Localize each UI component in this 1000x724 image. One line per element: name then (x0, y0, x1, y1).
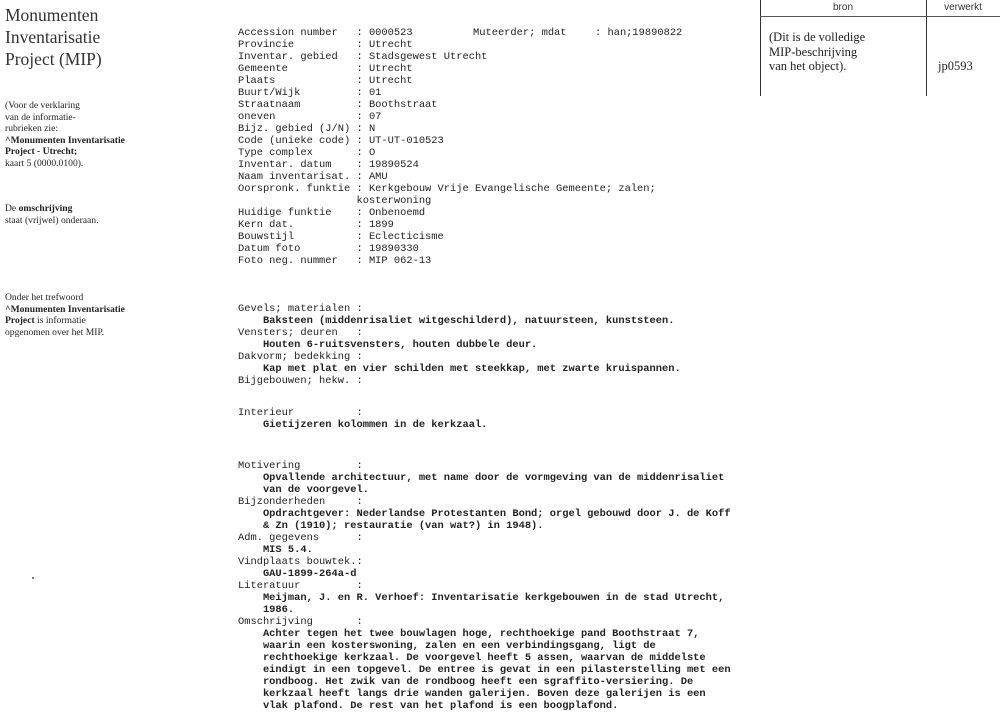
field-value: MIP 062-13 (368, 255, 432, 267)
bron-cell (769, 30, 865, 74)
field-row (238, 183, 758, 195)
field-label: Inventar. datum (238, 159, 332, 171)
section-heading: Vindplaats bouwtek.: (238, 556, 363, 568)
field-row (238, 219, 758, 231)
section-text-line: Kap met plat en vier schilden met steekkap, met zwarte kruispannen. (262, 363, 681, 375)
field-row (238, 231, 758, 243)
field-value: kosterwoning (356, 195, 432, 207)
verwerkt-cell: jp0593 (938, 59, 973, 73)
field-value: Eclecticisme (368, 231, 444, 243)
note-line: van de informatie- (5, 111, 76, 123)
record-section (238, 616, 758, 712)
section-text-line: van de voorgevel. (262, 484, 369, 496)
record-section (238, 532, 758, 556)
field-row (238, 147, 758, 159)
keyword-note (5, 292, 225, 338)
field-label: Oorspronk. funktie (238, 183, 351, 195)
field-separator: : (356, 27, 369, 39)
field-value: N (368, 123, 376, 135)
document-title (5, 4, 225, 70)
field-value: Onbenoemd (368, 207, 426, 219)
note-line: kaart 5 (0000.0100). (5, 157, 84, 169)
field-label: oneven (238, 111, 276, 123)
field-separator: : (356, 147, 369, 159)
note-text: omschrijving (18, 203, 73, 214)
field-separator: : (356, 51, 369, 63)
field-separator: : (356, 207, 369, 219)
section-text-line: 1986. (262, 604, 295, 616)
section-heading: Dakvorm; bedekking : (238, 351, 363, 363)
field-label: Plaats (238, 75, 276, 87)
field-row (238, 159, 758, 171)
section-heading: Gevels; materialen : (238, 303, 363, 315)
field-row (238, 87, 758, 99)
field-value: O (368, 147, 376, 159)
note-text: De (5, 203, 19, 214)
note-line: ^Monumenten Inventarisatie (5, 134, 125, 146)
section-heading: Bijzonderheden : (238, 496, 363, 508)
field-value: 1899 (368, 219, 394, 231)
field-separator: : (356, 231, 369, 243)
field-separator: : (356, 243, 369, 255)
note-text: is informatie (34, 315, 86, 327)
section-text-line: rondboog. Het zwik van de rondboog heeft een sgraffito-versiering. De (262, 676, 694, 688)
field-separator: : (356, 123, 369, 135)
note-line: Onder het trefwoord (5, 292, 84, 303)
field-label: Accession number (238, 27, 338, 39)
field-value: Kerkgebouw Vrije Evangelische Gemeente; zalen; (368, 183, 656, 195)
field-row (238, 171, 758, 183)
table-header-rule (760, 16, 1000, 17)
field-value: 07 (368, 111, 382, 123)
explanation-note (5, 100, 225, 170)
field-row (238, 99, 758, 111)
bron-line: van het object). (769, 59, 847, 73)
section-heading: Bijgebouwen; hekw. : (238, 375, 363, 387)
section-heading: Interieur : (238, 407, 363, 419)
field-label: Straatnaam (238, 99, 301, 111)
record-section (238, 580, 758, 616)
field-separator: : (356, 159, 369, 171)
field-separator: : (356, 63, 369, 75)
record-section (238, 375, 758, 387)
field-row (238, 111, 758, 123)
field-separator: : (356, 135, 369, 147)
field-separator: : (356, 219, 369, 231)
left-column (5, 4, 225, 338)
field-row (238, 255, 758, 267)
field-separator: : (356, 171, 369, 183)
record-section (238, 460, 758, 496)
field-row (238, 27, 758, 39)
section-text-line: Opdrachtgever: Nederlandse Protestanten Bond; orgel gebouwd door J. de Koff (262, 508, 731, 520)
field-value: 0000523 (368, 27, 413, 39)
section-text-line: kerkzaal heeft langs drie wanden galerijen. Boven deze galerijen is een (262, 688, 706, 700)
bron-line: MIP-beschrijving (769, 44, 858, 59)
field-value: 19890330 (368, 243, 419, 255)
mutator-value: : han;19890822 (595, 27, 683, 39)
field-label: Naam inventarisat. (238, 171, 351, 183)
note-line: opgenomen over het MIP. (5, 326, 105, 338)
field-row (238, 135, 758, 147)
mip-record (238, 3, 758, 724)
field-label: Datum foto (238, 243, 301, 255)
field-value: 01 (368, 87, 382, 99)
field-row (238, 75, 758, 87)
field-label: Bijz. gebied (J/N) (238, 123, 351, 135)
section-text-line: MIS 5.4. (262, 544, 313, 556)
field-label: Foto neg. nummer (238, 255, 338, 267)
record-section (238, 407, 758, 431)
header-bron: bron (832, 2, 853, 13)
table-divider (760, 0, 761, 96)
title-line: Monumenten (5, 5, 99, 25)
field-label: Huidige funktie (238, 207, 332, 219)
section-text-line: Achter tegen het twee bouwlagen hoge, rechthoekige pand Boothstraat 7, (262, 628, 700, 640)
field-label: Bouwstijl (238, 231, 295, 243)
field-row (238, 195, 758, 207)
field-row (238, 123, 758, 135)
section-heading: Omschrijving : (238, 616, 363, 628)
section-heading: Motivering : (238, 460, 363, 472)
record-section (238, 496, 758, 532)
section-heading: Adm. gegevens : (238, 532, 363, 544)
field-value: Boothstraat (368, 99, 438, 111)
description-location-note (5, 203, 225, 226)
field-separator: : (356, 255, 369, 267)
note-line: ^Monumenten Inventarisatie (5, 303, 125, 315)
field-separator: : (356, 183, 369, 195)
bron-line: (Dit is de volledige (769, 30, 866, 44)
field-label: Provincie (238, 39, 295, 51)
section-text-line: waarin een kosterswoning, zalen en een verbindingsgang, ligt de (262, 640, 656, 652)
field-label: Kern dat. (238, 219, 295, 231)
field-separator: : (356, 75, 369, 87)
scan-speck (32, 577, 34, 579)
field-separator: : (356, 99, 369, 111)
note-text: Project (5, 315, 35, 327)
field-separator: : (356, 39, 369, 51)
field-row (238, 39, 758, 51)
section-heading: Literatuur : (238, 580, 363, 592)
field-value: AMU (368, 171, 388, 183)
note-line: staat (vrijwel) onderaan. (5, 214, 99, 226)
record-sections (238, 303, 758, 712)
source-table (760, 0, 1000, 96)
record-section (238, 556, 758, 580)
note-line: (Voor de verklaring (5, 100, 80, 111)
section-text-line: Baksteen (middenrisaliet witgeschilderd), natuursteen, kunststeen. (262, 315, 675, 327)
field-label: Type complex (238, 147, 313, 159)
field-row (238, 51, 758, 63)
note-line: rubrieken zie: (5, 123, 59, 135)
field-row (238, 207, 758, 219)
record-section (238, 327, 758, 351)
field-value: Utrecht (368, 39, 413, 51)
field-label: Gemeente (238, 63, 288, 75)
field-value: 19890524 (368, 159, 419, 171)
table-divider (926, 0, 927, 96)
field-value: Stadsgewest Utrecht (368, 51, 488, 63)
field-label: Buurt/Wijk (238, 87, 301, 99)
field-value: Utrecht (368, 63, 413, 75)
section-text-line: rechthoekige kerkzaal. De voorgevel heeft 5 assen, waarvan de middelste (262, 652, 706, 664)
field-label: Inventar. gebied (238, 51, 338, 63)
mutator-label: Muteerder; mdat (473, 27, 567, 39)
field-value: UT-UT-010523 (368, 135, 444, 147)
record-fields (238, 27, 758, 267)
field-row (238, 243, 758, 255)
title-line: Project (MIP) (5, 49, 102, 69)
section-text-line: Houten 6-ruitsvensters, houten dubbele deur. (262, 339, 538, 351)
section-text-line: Gietijzeren kolommen in de kerkzaal. (262, 419, 488, 431)
field-row (238, 63, 758, 75)
field-label: Code (unieke code) (238, 135, 351, 147)
record-section (238, 303, 758, 327)
field-value: Utrecht (368, 75, 413, 87)
section-text-line: Meijman, J. en R. Verhoef: Inventarisatie kerkgebouwen in de stad Utrecht, (262, 592, 725, 604)
title-line: Inventarisatie (5, 27, 101, 47)
section-heading: Vensters; deuren : (238, 327, 363, 339)
field-separator: : (356, 111, 369, 123)
section-text-line: eindigt in een topgevel. De entree is gevat in een pilasterstelling met een (262, 664, 731, 676)
section-text-line: Opvallende architectuur, met name door de vormgeving van de middenrisaliet (262, 472, 725, 484)
header-verwerkt: verwerkt (944, 2, 982, 13)
field-separator: : (356, 87, 369, 99)
section-text-line: vlak plafond. De rest van het plafond is een boogplafond. (262, 700, 619, 712)
note-line: Project - Utrecht; (5, 146, 78, 158)
section-text-line: & Zn (1910); restauratie (van wat?) in 1948). (262, 520, 544, 532)
record-section (238, 351, 758, 375)
section-text-line: GAU-1899-264a-d (262, 568, 357, 580)
